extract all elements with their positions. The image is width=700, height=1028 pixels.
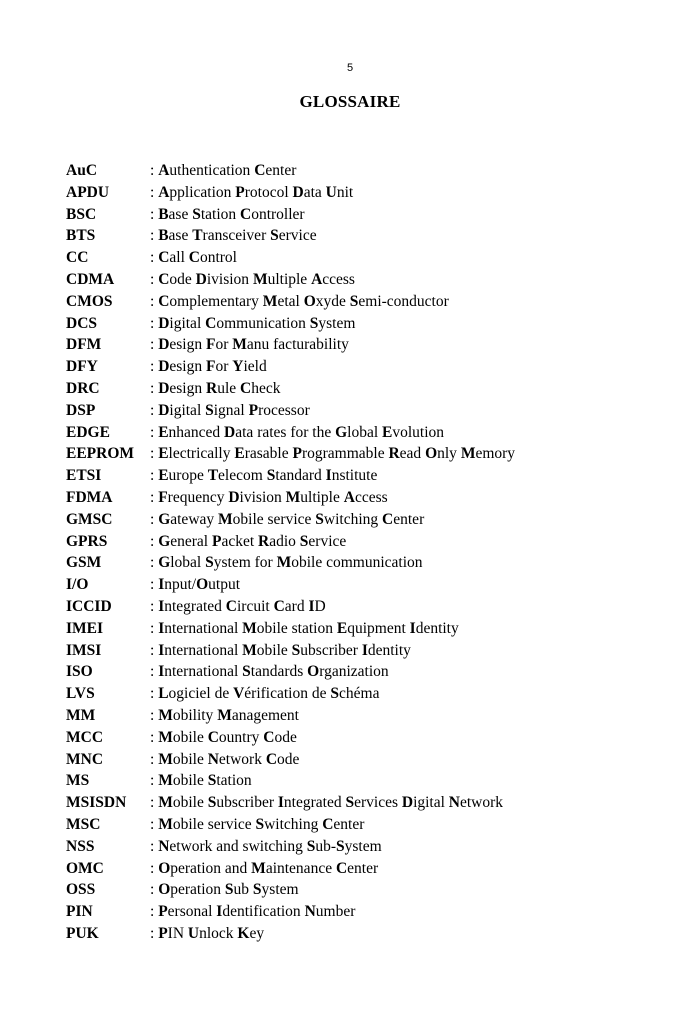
glossary-definition: : Mobile service Switching Center <box>150 815 365 833</box>
glossary-definition: : Base Transceiver Service <box>150 227 317 245</box>
glossary-entry <box>66 901 680 923</box>
glossary-entry <box>66 596 680 618</box>
glossary-abbreviation: IMEI <box>66 619 104 637</box>
glossary-abbreviation: PUK <box>66 924 99 942</box>
glossary-definition: : Network and switching Sub-System <box>150 837 382 855</box>
glossary-abbreviation: OMC <box>66 859 104 877</box>
glossary-definition: : Design For Manu facturability <box>150 336 349 354</box>
glossary-entry <box>66 640 680 662</box>
glossary-abbreviation: FDMA <box>66 488 113 506</box>
page-number: 5 <box>346 62 354 74</box>
glossary-abbreviation: I/O <box>66 576 89 594</box>
glossary-entry <box>66 225 680 247</box>
glossary-definition: : Digital Signal Processor <box>150 401 310 419</box>
glossary-definition: : Call Control <box>150 249 237 267</box>
glossary-entry <box>66 247 680 269</box>
glossary-entry <box>66 400 680 422</box>
glossary-definition: : Base Station Controller <box>150 205 305 223</box>
glossary-entry <box>66 574 680 596</box>
glossary-definition: : Gateway Mobile service Switching Center <box>150 510 425 528</box>
glossary-definition: : Mobile Subscriber Integrated Services Digital Network <box>150 794 504 812</box>
glossary-abbreviation: OSS <box>66 881 96 899</box>
glossary-definition: : International Mobile station Equipment Identity <box>150 619 459 637</box>
glossary-abbreviation: ICCID <box>66 597 112 615</box>
glossary-definition: : International Standards Organization <box>150 663 389 681</box>
glossary-definition: : PIN Unlock Key <box>150 924 265 942</box>
glossary-definition: : Integrated Circuit Card ID <box>150 597 326 615</box>
glossary-entry <box>66 770 680 792</box>
glossary-definition: : Application Protocol Data Unit <box>150 183 354 201</box>
glossary-definition: : Mobile Network Code <box>150 750 300 768</box>
glossary-definition: : Design Rule Check <box>150 379 281 397</box>
glossary-entry <box>66 661 680 683</box>
glossary-definition: : Authentication Center <box>150 162 297 179</box>
glossary-abbreviation: EDGE <box>66 423 110 441</box>
glossary-entry <box>66 487 680 509</box>
glossary-entry <box>66 160 680 182</box>
glossary-abbreviation: DFY <box>66 358 98 376</box>
glossary-abbreviation: GSM <box>66 554 102 572</box>
glossary-definition: : Logiciel de Vérification de Schéma <box>150 685 380 703</box>
glossary-abbreviation: ISO <box>66 663 93 681</box>
glossary-abbreviation: MSC <box>66 815 101 833</box>
glossary-definition: : Design For Yield <box>150 358 267 376</box>
glossary-entry <box>66 858 680 880</box>
glossary-abbreviation: IMSI <box>66 641 102 659</box>
glossary-abbreviation: AuC <box>66 162 98 179</box>
glossary-entry <box>66 814 680 836</box>
glossary-entry <box>66 356 680 378</box>
glossary-abbreviation: EEPROM <box>66 445 135 463</box>
glossary-abbreviation: BTS <box>66 227 96 245</box>
glossary-definition: : Operation and Maintenance Center <box>150 859 379 877</box>
glossary-entry <box>66 749 680 771</box>
glossary-entry <box>66 269 680 291</box>
glossary-entry <box>66 705 680 727</box>
glossary-abbreviation: ETSI <box>66 467 102 485</box>
glossary-definition: : Mobility Management <box>150 706 299 724</box>
glossary-entry <box>66 422 680 444</box>
glossary-entry <box>66 291 680 313</box>
glossary-abbreviation: CC <box>66 249 89 267</box>
glossary-entry <box>66 465 680 487</box>
glossary-entry <box>66 836 680 858</box>
glossary-entry <box>66 923 680 945</box>
glossary-entry <box>66 792 680 814</box>
glossary-abbreviation: CDMA <box>66 270 115 288</box>
glossary-abbreviation: DRC <box>66 379 100 397</box>
page-title: GLOSSAIRE <box>299 92 401 111</box>
glossary-abbreviation: MM <box>66 706 96 724</box>
glossary-definition: : Electrically Erasable Programmable Read Only Memory <box>150 445 516 463</box>
glossary-entry <box>66 879 680 901</box>
glossary-entry <box>66 182 680 204</box>
glossary-abbreviation: LVS <box>66 685 95 703</box>
glossary-abbreviation: PIN <box>66 903 93 921</box>
glossary-entry <box>66 443 680 465</box>
glossary-abbreviation: DSP <box>66 401 96 419</box>
glossary-definition: : Frequency Division Multiple Access <box>150 488 388 506</box>
glossary-abbreviation: DFM <box>66 336 102 354</box>
glossary-definition: : Personal Identification Number <box>150 903 356 921</box>
glossary-definition: : Operation Sub System <box>150 881 299 899</box>
glossary-list <box>66 160 680 945</box>
glossary-entry <box>66 313 680 335</box>
glossary-entry <box>66 531 680 553</box>
glossary-definition: : Mobile Country Code <box>150 728 297 746</box>
glossary-definition: : General Packet Radio Service <box>150 532 347 550</box>
glossary-abbreviation: GMSC <box>66 510 113 528</box>
glossary-definition: : Digital Communication System <box>150 314 356 332</box>
glossary-entry <box>66 552 680 574</box>
glossary-abbreviation: NSS <box>66 837 95 855</box>
glossary-abbreviation: APDU <box>66 183 110 201</box>
glossary-definition: : Global System for Mobile communication <box>150 554 423 572</box>
glossary-definition: : Complementary Metal Oxyde Semi-conductor <box>150 292 449 310</box>
glossary-abbreviation: MCC <box>66 728 104 746</box>
glossary-definition: : Mobile Station <box>150 772 252 790</box>
glossary-abbreviation: DCS <box>66 314 98 332</box>
glossary-definition: : Europe Telecom Standard Institute <box>150 467 378 485</box>
glossary-entry <box>66 334 680 356</box>
glossary-definition: : International Mobile Subscriber Identity <box>150 641 411 659</box>
glossary-entry <box>66 378 680 400</box>
glossary-definition: : Code Division Multiple Access <box>150 270 355 288</box>
glossary-definition: : Enhanced Data rates for the Global Evolution <box>150 423 445 441</box>
glossary-abbreviation: MSISDN <box>66 794 127 812</box>
glossary-entry <box>66 727 680 749</box>
glossary-entry <box>66 204 680 226</box>
glossary-abbreviation: MS <box>66 772 90 790</box>
glossary-abbreviation: MNC <box>66 750 104 768</box>
glossary-abbreviation: GPRS <box>66 532 108 550</box>
glossary-abbreviation: CMOS <box>66 292 113 310</box>
glossary-entry <box>66 683 680 705</box>
glossary-entry <box>66 618 680 640</box>
glossary-abbreviation: BSC <box>66 205 97 223</box>
glossary-entry <box>66 509 680 531</box>
glossary-definition: : Input/Output <box>150 576 241 594</box>
